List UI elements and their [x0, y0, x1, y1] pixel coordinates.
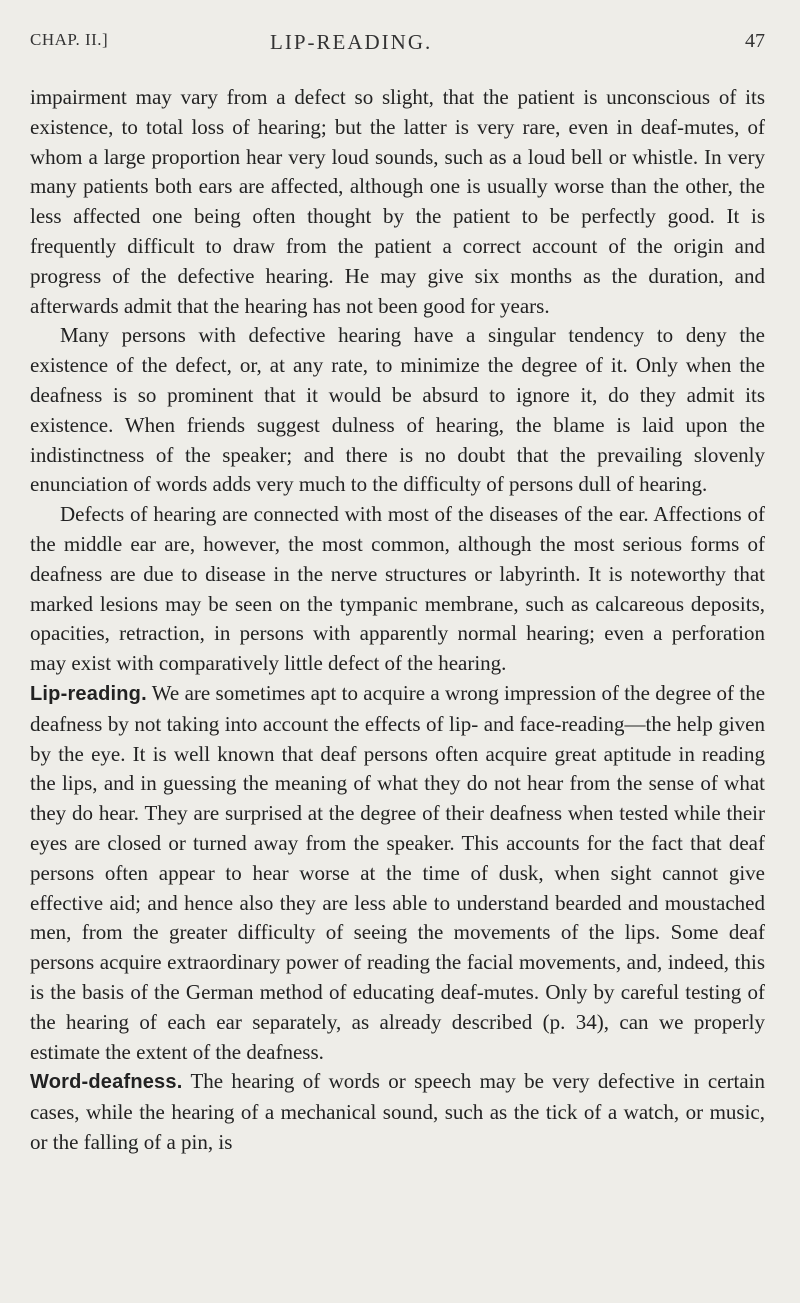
paragraph-continued [30, 83, 765, 321]
paragraph-text: We are sometimes apt to acquire a wrong impression of the degree of the deafness by not taking into account the effects of lip- and face-reading—the help given by the eye. It is well known that deaf persons often acquire great aptitude in reading the lips, and in guessing the meaning of what they do not hear from the sense of what they do hear. They are surprised at the degree of their deafness when tested while their eyes are closed or turned away from the speaker. This accounts for the fact that deaf persons often appear to hear worse at the time of dusk, when sight cannot give effective aid; and hence also they are less able to understand bearded and moustached men, from the greater difficulty of seeing the movements of the lips. Some deaf persons acquire extraordinary power of reading the facial movements, and, indeed, this is the basis of the German method of educating deaf-mutes. Only by careful testing of the hearing of each ear separately, as already described (p. 34), can we properly estimate the extent of the deafness. [30, 680, 766, 1064]
paragraph-lip-reading [30, 679, 765, 1067]
chapter-label: CHAP. II.] [30, 30, 109, 49]
paragraph-denial [30, 321, 765, 500]
paragraph-text: Defects of hearing are connected with most of the diseases of the ear. Affections of the middle ear are, however, the most common, although the most serious forms of deafness are due to disease in the nerve structures or labyrinth. It is noteworthy that marked lesions may be seen on the tympanic membrane, such as calcareous deposits, opacities, retraction, in persons with apparently normal hearing; even a perforation may exist with comparatively little defect of the hearing. [30, 502, 765, 676]
paragraph-text: impairment may vary from a defect so slight, that the patient is unconscious of its existence, to total loss of hearing; but the latter is very rare, even in deaf-mutes, of whom a large proportion hear very loud sounds, such as a loud bell or whistle. In very many patients both ears are affected, although one is usually worse than the other, the less affected one being often thought by the patient to be perfectly good. It is frequently difficult to draw from the patient a correct account of the origin and progress of the defective hearing. He may give six months as the duration, and afterwards admit that the hearing has not been good for years. [30, 85, 765, 318]
page-number: 47 [745, 30, 765, 52]
body-text [30, 83, 765, 1158]
section-heading-lip-reading: Lip-reading. [30, 682, 147, 705]
running-title: LIP-READING. [270, 30, 433, 54]
paragraph-text: Many persons with defective hearing have a singular tendency to deny the existence of the defect, or, at any rate, to minimize the degree of it. Only when the deafness is so prominent that it would be absurd to ignore it, do they admit its existence. When friends suggest dulness of hearing, the blame is laid upon the indistinctness of the speaker; and there is no doubt that the prevailing slovenly enunciation of words adds very much to the difficulty of persons dull of hearing. [30, 323, 765, 497]
running-head [30, 30, 765, 60]
section-heading-word-deafness: Word-deafness. [30, 1071, 183, 1094]
paragraph-word-deafness [30, 1067, 765, 1157]
paragraph-text: The hearing of words or speech may be very defective in certain cases, while the hearing of a mechanical sound, such as the tick of a watch, or music, or the falling of a pin, is [30, 1069, 765, 1154]
paragraph-defects [30, 500, 765, 679]
